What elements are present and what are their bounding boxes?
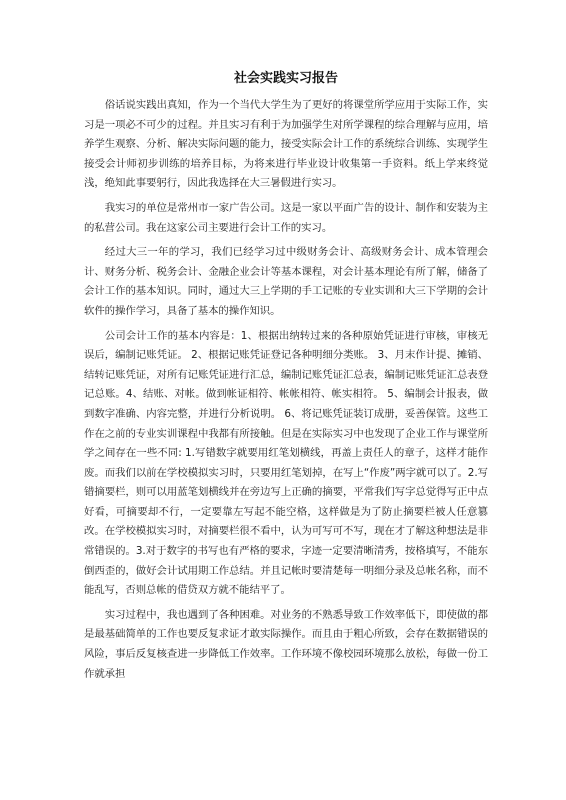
paragraph: 公司会计工作的基本内容是：1、根据出纳转过来的各种原始凭证进行审核，审核无误后，编制记账凭证。 2、根据记账凭证登记各种明细分类账。 3、月末作计提、摊销、结转记账凭证，对所有记账凭证进行汇总，编制记账凭证汇总表，编制记账凭证汇总表登记总账。4、结账、对帐。做到帐证相符、帐帐相符、帐实相符。 5、编制会计报表，做到数字准确、内容完整，并进行分析说明。 6、将记账凭证装订成册，妥善保管。这些工作在之前的专业实训课程中我都有所接触。但是在实际实习中也发现了企业工作与课堂所学之间存在一些不同: 1.写错数字就要用红笔划横线，再盖上责任人的章子，这样才能作废。而我们以前在学校模拟实习时，只要用红笔划掉，在写上“作废”两字就可以了。2.写错摘要栏，则可以用蓝笔划横线并在旁边写上正确的摘要，平常我们写字总觉得写正中点好看，可摘要却不行，一定要靠左写起不能空格，这样做是为了防止摘要栏被人任意篡改。在学校模拟实习时，对摘要栏很不看中，认为可写可不写，现在才了解这种想法是非常错误的。3.对于数字的书写也有严格的要求，字迹一定要清晰清秀，按格填写，不能东倒西歪的，做好会计试用期工作总结。并且记帐时要清楚每一明细分录及总帐名称，而不能乱写，否则总帐的借贷双方就不能结平了。 bbox=[84, 329, 488, 597]
paragraph: 经过大三一年的学习，我们已经学习过中级财务会计、高级财务会计、成本管理会计、财务分析、税务会计、金融企业会计等基本课程，对会计基本理论有所了解，储备了会计工作的基本知识。同时，通过大三上学期的手工记账的专业实训和大三下学期的会计软件的操作学习，具备了基本的操作知识。 bbox=[84, 246, 488, 317]
paragraph: 实习过程中，我也遇到了各种困难。对业务的不熟悉导致工作效率低下，即使做的都是最基础简单的工作也要反复求证才敢实际操作。而且由于粗心所致，会存在数据错误的风险，事后反复核查进一步降低工作效率。工作环境不像校园环境那么放松，每做一份工作就承担 bbox=[84, 608, 488, 680]
paragraph: 我实习的单位是常州市一家广告公司。这是一家以平面广告的设计、制作和安装为主的私营公司。我在这家公司主要进行会计工作的实习。 bbox=[84, 201, 488, 234]
paragraph: 俗话说实践出真知，作为一个当代大学生为了更好的将课堂所学应用于实际工作，实习是一项必不可少的过程。并且实习有利于为加强学生对所学课程的综合理解与应用，培养学生观察、分析、解决实际问题的能力，接受实际会计工作的系统综合训练、实现学生接受会计师初步训练的培养目标，为将来进行毕业设计收集第一手资料。纸上学来终觉浅，绝知此事要躬行，因此我选择在大三暑假进行实习。 bbox=[84, 99, 488, 190]
document-page bbox=[84, 70, 488, 689]
document-title: 社会实践实习报告 bbox=[233, 71, 338, 86]
